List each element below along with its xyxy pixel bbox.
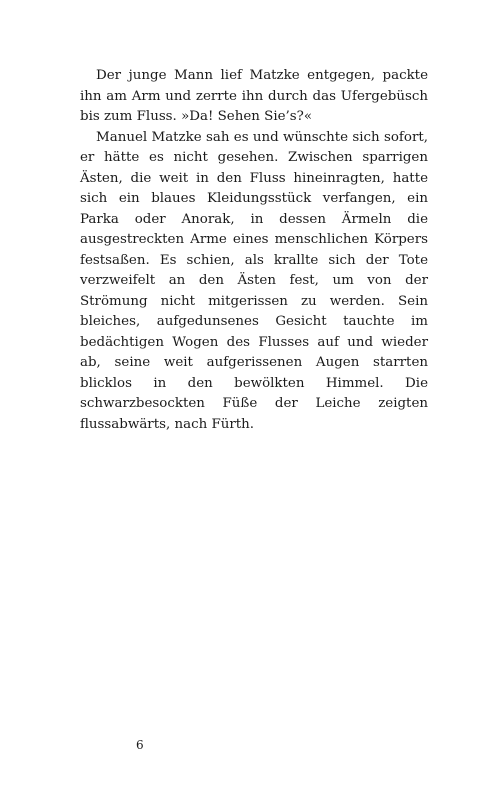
page-number: 6 [136, 738, 144, 752]
body-text [80, 66, 428, 435]
paragraph-2: Manuel Matzke sah es und wünschte sich sofort, er hätte es nicht gesehen. Zwischen sparrigen Ästen, die weit in den Fluss hineinragten, hatte sich ein blaues Kleidungsstück verfangen, ein Parka oder Anorak, in dessen Ärmeln die ausgestreckten Arme eines menschlichen Körpers festsaßen. Es schien, als krallte sich der Tote verzweifelt an den Ästen fest, um von der Strömung nicht mitgerissen zu werden. Sein bleiches, aufgedunsenes Gesicht tauchte im bedächtigen Wogen des Flusses auf und wieder ab, seine weit aufgerissenen Augen starrten blicklos in den bewölkten Himmel. Die schwarzbesockten Füße der Leiche zeigten flussabwärts, nach Fürth. [80, 129, 428, 432]
paragraph-1: Der junge Mann lief Matzke entgegen, packte ihn am Arm und zerrte ihn durch das Ufergebüsch bis zum Fluss. »Da! Sehen Sie’s?« [80, 68, 428, 124]
